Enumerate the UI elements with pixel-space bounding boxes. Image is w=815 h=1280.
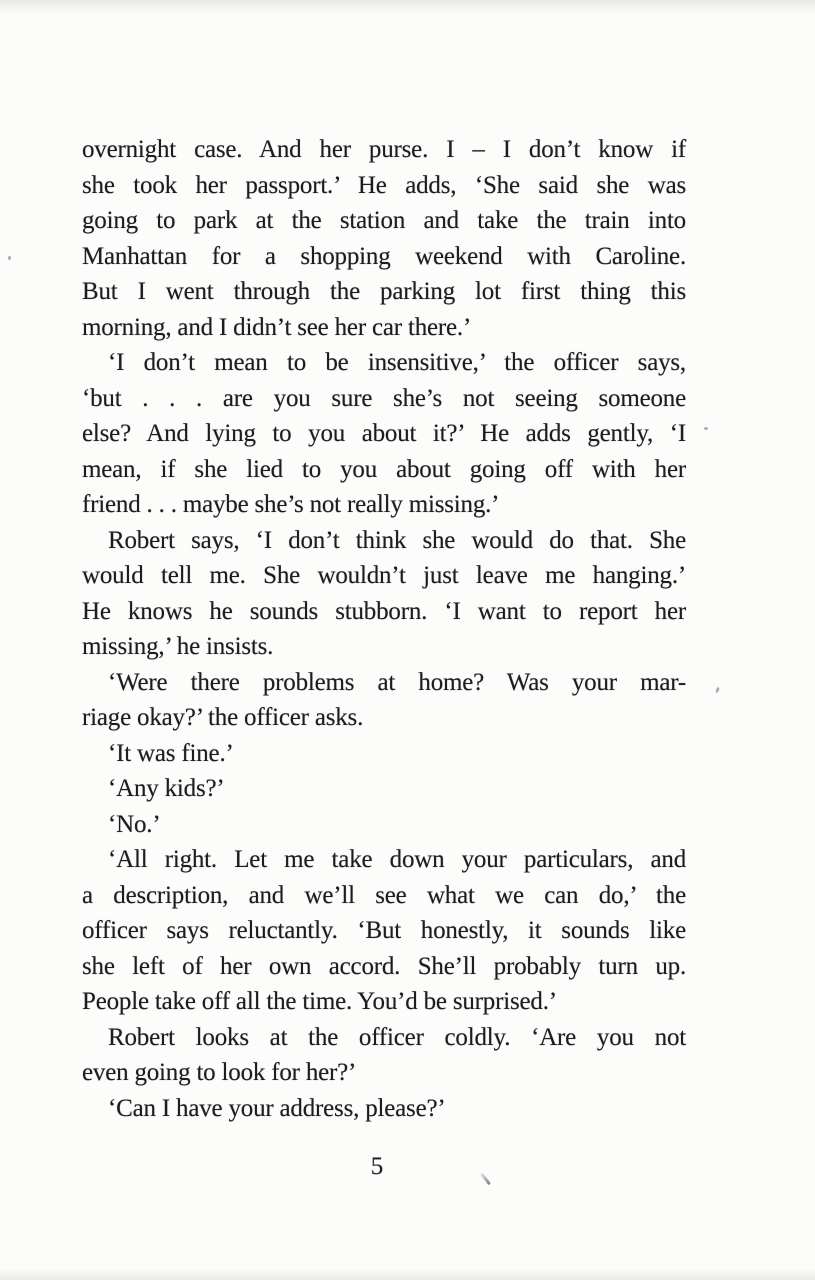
text-line: going to park at the station and take the train into [82,207,686,234]
text-line: she took her passport.’ He adds, ‘She said she was [82,171,686,199]
text-line: missing,’ he insists. [82,633,274,660]
text-line: Robert looks at the officer coldly. ‘Are you not [108,1023,686,1051]
body-text [82,132,686,1126]
text-line: riage okay?’ the officer asks. [82,704,364,731]
text-line: ‘No.’ [108,810,161,838]
scan-speck [715,687,720,694]
text-line: friend . . . maybe she’s not really missing.’ [82,491,500,518]
text-line: would tell me. She wouldn’t just leave me hanging.’ [82,562,686,589]
text-line: else? And lying to you about it?’ He adds gently, ‘I [82,420,686,447]
scan-speck [8,256,11,260]
text-line: ‘Any kids?’ [108,775,225,802]
text-line: officer says reluctantly. ‘But honestly, it sounds like [82,917,686,944]
text-line: Manhattan for a shopping weekend with Caroline. [82,242,686,270]
text-line: a description, and we’ll see what we can do,’ the [82,881,686,909]
text-line: ‘All right. Let me take down your particulars, and [108,846,686,873]
text-line: But I went through the parking lot first thing this [82,278,686,305]
text-line: overnight case. And her purse. I – I don’t know if [82,136,686,163]
text-line: Robert says, ‘I don’t think she would do that. She [108,526,686,554]
text-line: ‘It was fine.’ [108,739,234,767]
text-line: morning, and I didn’t see her car there.’ [82,313,472,341]
scan-speck [704,427,708,430]
scan-edge-top [0,0,815,16]
text-line: ‘but . . . are you sure she’s not seeing someone [82,384,686,412]
text-line: ‘I don’t mean to be insensitive,’ the officer says, [108,349,686,376]
text-line: she left of her own accord. She’ll probably turn up. [82,952,686,980]
text-line: People take off all the time. You’d be surprised.’ [82,988,557,1015]
text-line: He knows he sounds stubborn. ‘I want to report her [82,597,686,625]
text-line: ‘Were there problems at home? Was your mar- [108,668,686,696]
text-line: even going to look for her?’ [82,1059,357,1086]
text-line: ‘Can I have your address, please?’ [108,1094,446,1122]
scan-edge-bottom [0,1266,815,1280]
text-line: mean, if she lied to you about going off with her [82,455,686,483]
page-number: 5 [370,1153,384,1180]
